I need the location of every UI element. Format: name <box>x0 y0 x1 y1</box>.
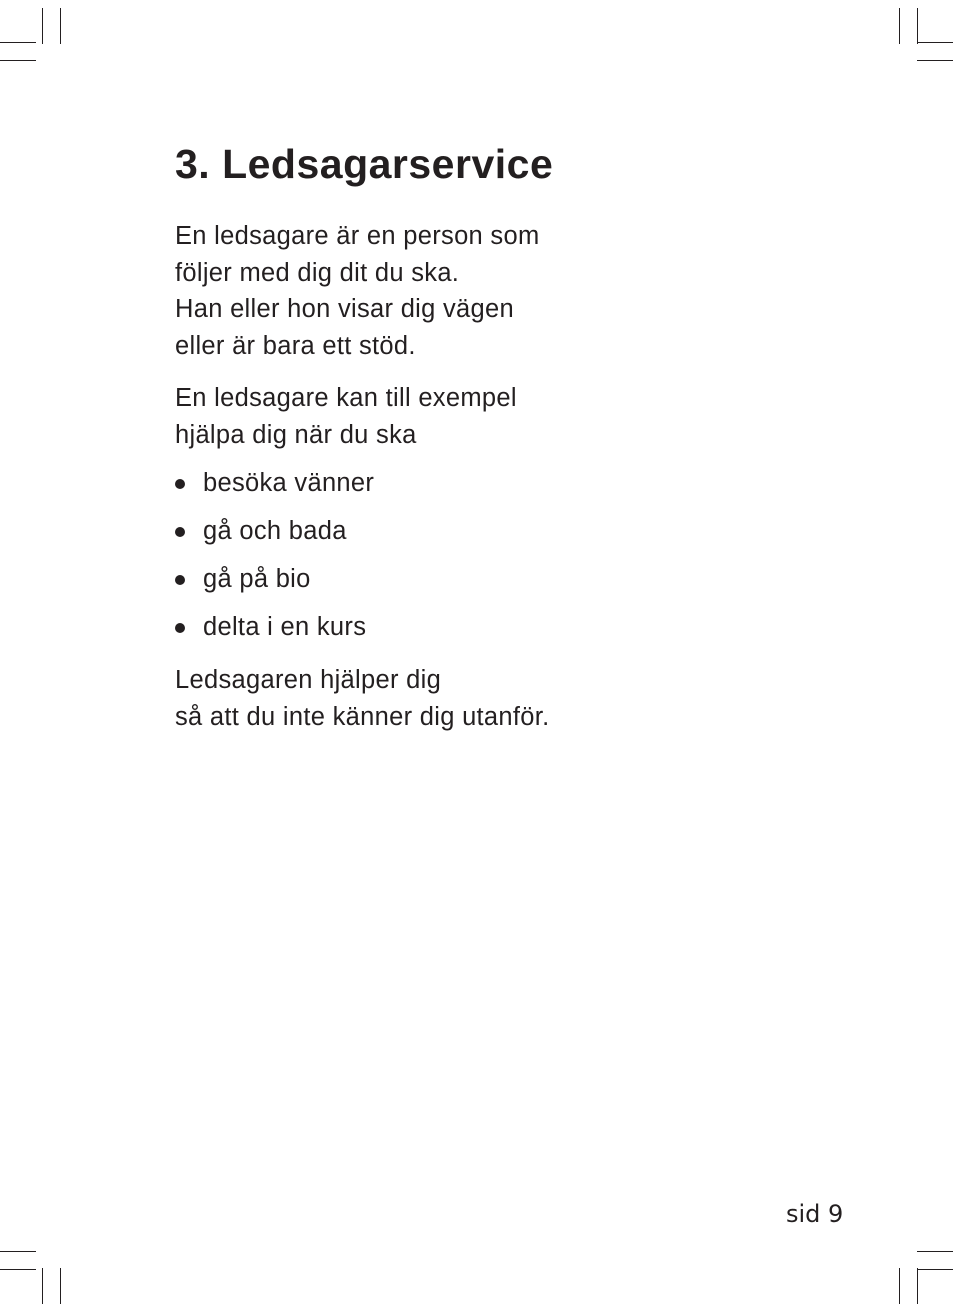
crop-mark-bottom-right-horizontal <box>917 1251 953 1252</box>
list-item <box>175 560 374 608</box>
examples-paragraph <box>175 380 517 453</box>
page-number: sid 9 <box>786 1200 844 1228</box>
intro-line: Han eller hon visar dig vägen <box>175 295 514 323</box>
crop-mark-top-right-vertical-inner <box>917 8 918 44</box>
list-item <box>175 512 374 560</box>
list-item <box>175 608 374 656</box>
list-item-label: gå och bada <box>203 517 347 545</box>
crop-mark-bottom-left-horizontal <box>0 1251 36 1252</box>
bullet-icon <box>175 479 185 489</box>
intro-line: följer med dig dit du ska. <box>175 258 460 287</box>
examples-line: hjälpa dig när du ska <box>175 420 417 449</box>
bullet-icon <box>175 623 185 633</box>
examples-line: En ledsagare kan till exempel <box>175 384 517 412</box>
bullet-list <box>175 464 374 656</box>
list-item-label: besöka vänner <box>203 469 375 497</box>
bullet-icon <box>175 527 185 537</box>
crop-mark-top-left-vertical-inner <box>60 8 61 44</box>
intro-line: En ledsagare är en person som <box>175 222 540 250</box>
crop-mark-top-left-horizontal-inner <box>0 60 36 61</box>
intro-line: eller är bara ett stöd. <box>175 331 416 360</box>
list-item-label: delta i en kurs <box>203 613 367 641</box>
crop-mark-top-right-horizontal <box>917 42 953 43</box>
bullet-icon <box>175 575 185 585</box>
page-title: 3. Ledsagarservice <box>175 141 554 187</box>
crop-mark-bottom-left-horizontal-inner <box>0 1269 36 1270</box>
crop-mark-top-left-horizontal <box>0 42 36 43</box>
intro-paragraph <box>175 218 540 364</box>
crop-mark-top-left-vertical <box>42 8 43 44</box>
list-item-label: gå på bio <box>203 565 311 593</box>
crop-mark-bottom-left-vertical <box>42 1268 43 1304</box>
crop-mark-bottom-right-horizontal-inner <box>917 1269 953 1270</box>
closing-line: Ledsagaren hjälper dig <box>175 666 442 694</box>
closing-line: så att du inte känner dig utanför. <box>175 702 550 731</box>
crop-mark-bottom-right-vertical-inner <box>917 1268 918 1304</box>
crop-mark-top-right-vertical <box>899 8 900 44</box>
crop-mark-bottom-right-vertical <box>899 1268 900 1304</box>
crop-mark-bottom-left-vertical-inner <box>60 1268 61 1304</box>
closing-paragraph <box>175 662 550 735</box>
crop-mark-top-right-horizontal-inner <box>917 60 953 61</box>
list-item <box>175 464 374 512</box>
